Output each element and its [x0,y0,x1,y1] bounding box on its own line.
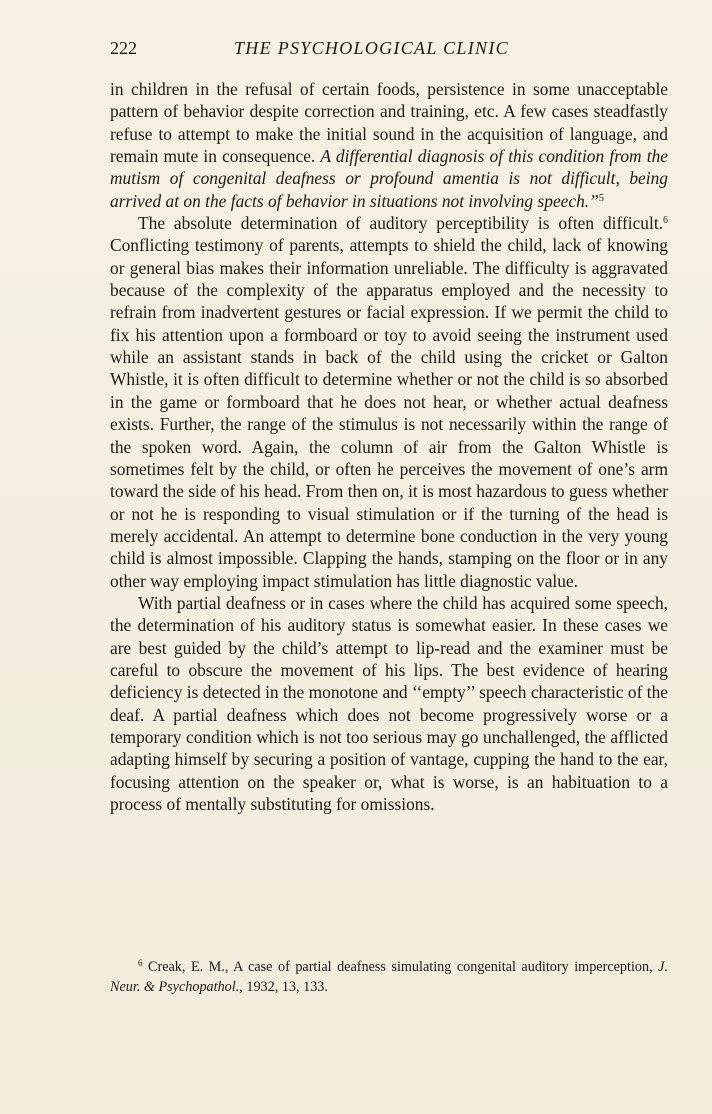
journal-title: THE PSYCHOLOGICAL CLINIC [234,38,509,58]
footnote-ref-6: 6 [663,215,668,227]
paragraph-2-text-rest: Conflicting testimony of parents, attempts to shield the child, lack of knowing or general bias makes their information unreliable. The difficulty is aggravated because of the complexity of the apparatus employed and the necessity to refrain from inadvertent gestures or facial expression. If we permit the child to fix his attention upon a formboard or toy to avoid seeing the instrument used while an assistant stands in back of the child using the cricket or Galton Whistle, it is often difficult to determine whether or not the child is so absorbed in the game or formboard that he does not hear, or whether actual deafness exists. Further, the range of the stimulus is not necessarily within the range of the spoken word. Again, the column of air from the Galton Whistle is sometimes felt by the child, or often he perceives the movement of one’s arm toward the side of his head. From then on, it is most hazardous to guess whether or not he is responding to visual stimulation or if the turning of the head is merely accidental. An attempt to determine bone conduction in the very young child is almost impossible. Clapping the hands, stamping on the floor or in any other way employing impact stimulation has little diagnostic value. [110,235,668,591]
footnote-6-journal: J. Neur. & Psychopathol. [110,959,668,995]
paragraph-2 [110,212,668,592]
page-number: 222 [110,38,137,58]
footnote-ref-5: 5 [598,192,604,204]
footnotes [110,957,668,997]
paragraph-2-text-start: The absolute determination of auditory perceptibility is often difficult. [138,213,663,234]
paragraph-1-closing-quote: ” [589,190,599,211]
footnote-6-text-end: , 1932, 13, 133. [239,979,328,995]
footnote-6-number: 6 [138,958,143,968]
paragraph-3: With partial deafness or in cases where the child has acquired some speech, the determination of his auditory status is somewhat easier. In these cases we are best guided by the child’s attempt to lip-read and the examiner must be careful to obscure the movement of his lips. The best evidence of hearing deficiency is detected in the monotone and ‘‘empty’’ speech characteristic of the deaf. A partial deafness which does not become progressively worse or a temporary condition which is not too serious may go unchallenged, the afflicted adapting himself by securing a position of vantage, cupping the hand to the ear, focusing attention on the speaker or, what is worse, is an habituation to a process of mentally substituting for omissions. [110,592,668,814]
paragraph-1-text: in children in the refusal of certain foods, persistence in some unacceptable pattern of behavior despite correction and training, etc. A few cases steadfastly refuse to attempt to make the initial sound in the acquisition of language, and remain mute in consequence. [110,79,668,167]
footnote-6 [110,957,668,997]
paragraph-1-italic-quote: A differential diagnosis of this condition from the mutism of congenital deafness or profound amentia is not difficult, being arrived at on the facts of behavior in situations not involving speech. [110,146,668,211]
body-text [110,78,668,815]
paragraph-1 [110,78,668,212]
page-header [110,36,670,60]
footnote-6-text-start: Creak, E. M., A case of partial deafness simulating congenital auditory imperception, [142,959,659,975]
